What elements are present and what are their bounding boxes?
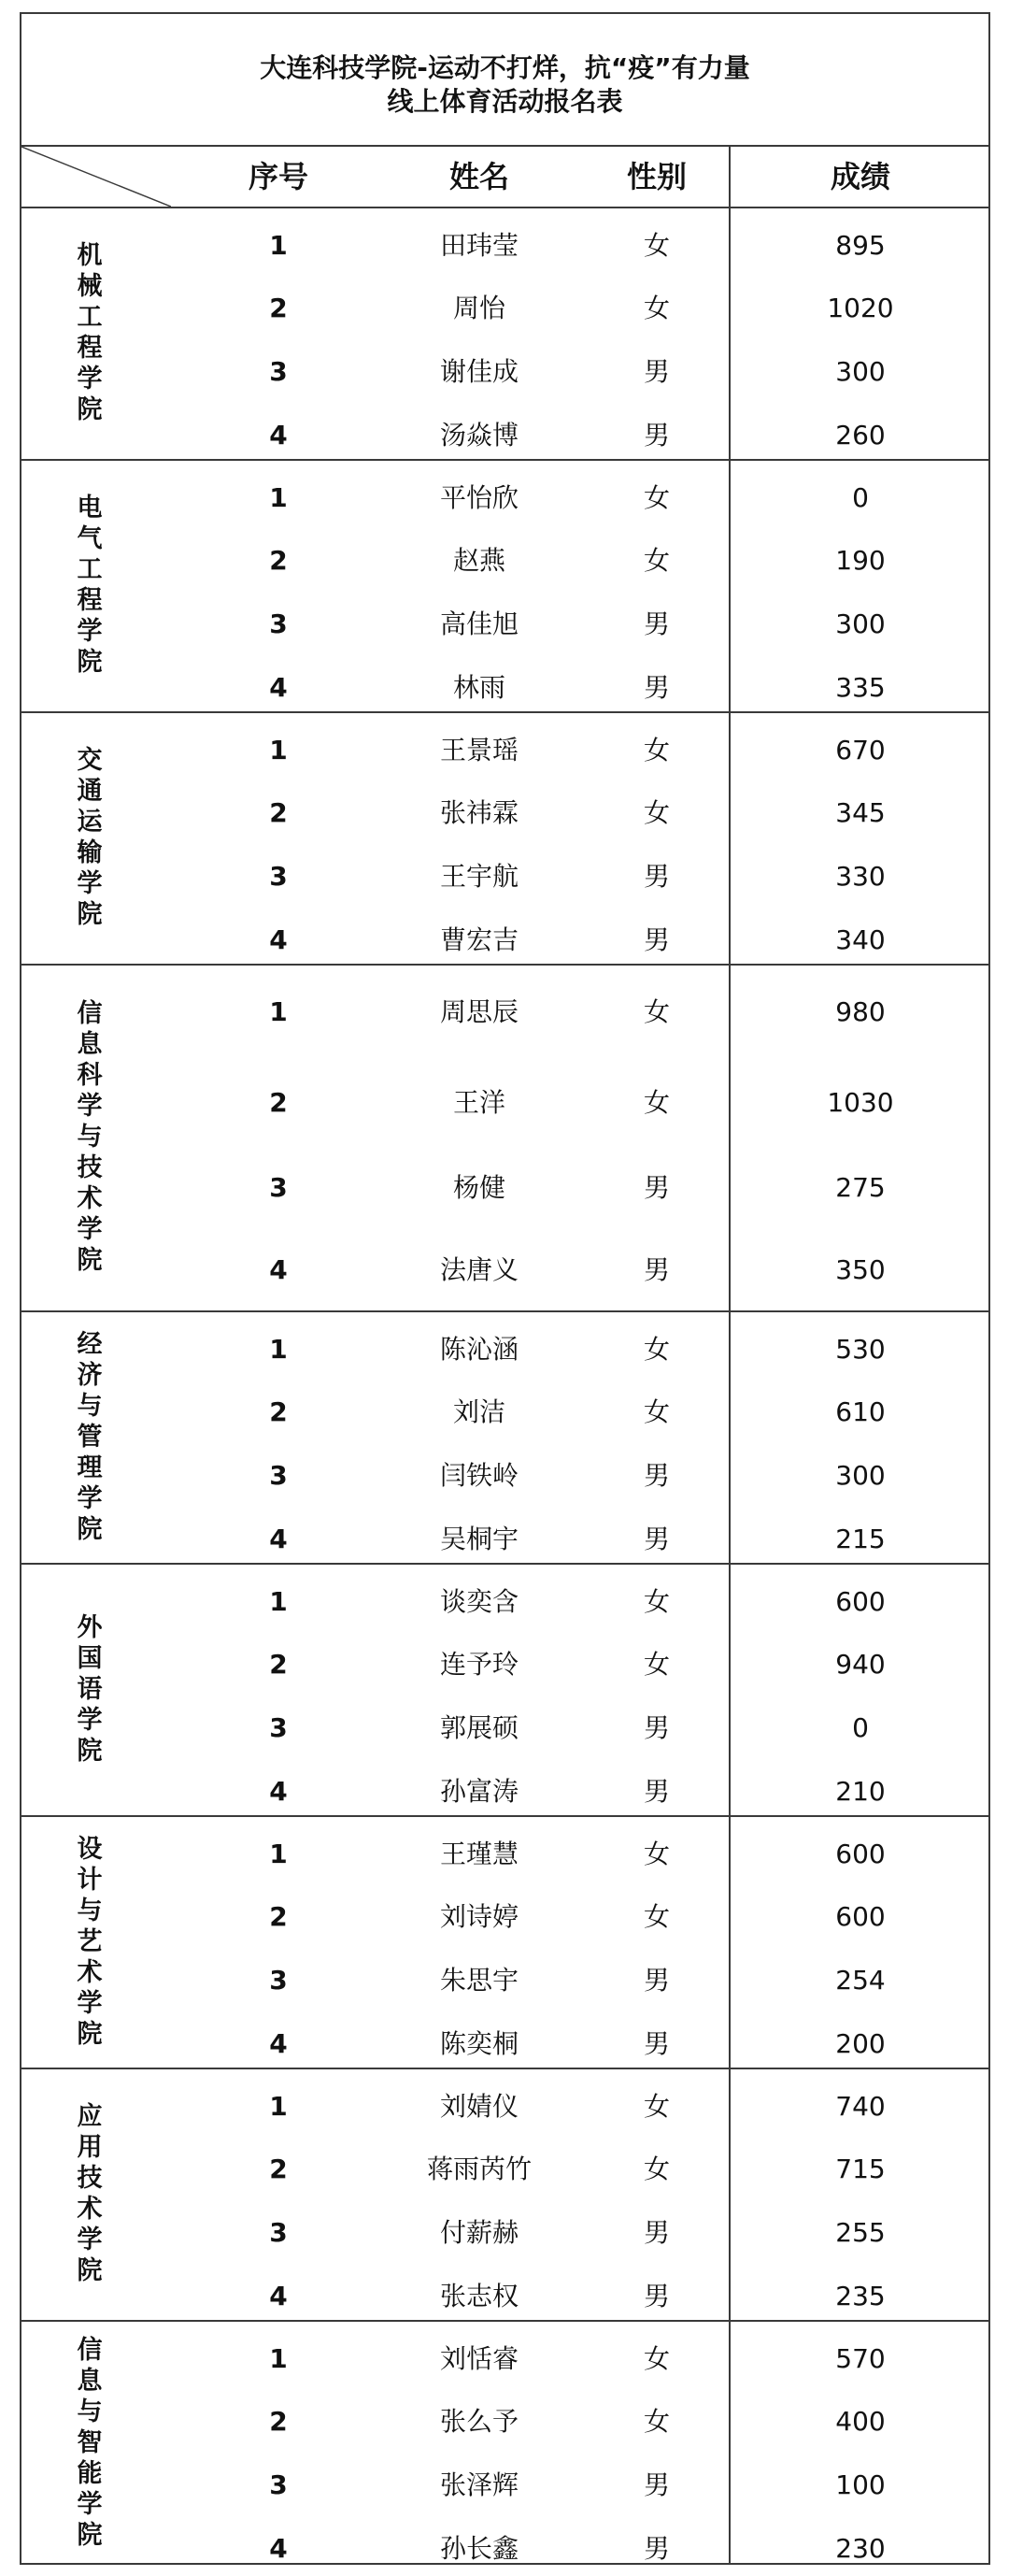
row-name: 陈奕桐 xyxy=(439,2028,519,2059)
row-seq: 1 xyxy=(269,1586,288,1617)
table-row xyxy=(21,856,988,897)
college-section xyxy=(21,208,988,461)
row-name: 曹宏吉 xyxy=(439,924,519,955)
table-row xyxy=(21,920,988,961)
row-score: 610 xyxy=(835,1396,886,1427)
table-row xyxy=(21,478,988,519)
row-score: 345 xyxy=(835,797,886,828)
row-name: 王宇航 xyxy=(439,861,519,892)
row-gender: 男 xyxy=(643,2533,670,2564)
college-section xyxy=(21,1565,988,1817)
row-name: 刘婧仪 xyxy=(439,2091,519,2122)
row-score: 0 xyxy=(852,1712,869,1743)
row-gender: 女 xyxy=(643,1901,670,1932)
row-seq: 3 xyxy=(269,1172,288,1203)
row-name: 吴桐宇 xyxy=(439,1524,519,1554)
table-row xyxy=(21,540,988,581)
row-name: 谢佳成 xyxy=(439,356,519,387)
row-score: 0 xyxy=(852,482,869,513)
header-seq: 序号 xyxy=(248,159,308,194)
table-row xyxy=(21,1896,988,1938)
row-score: 275 xyxy=(835,1172,886,1203)
row-seq: 2 xyxy=(269,797,288,828)
row-score: 255 xyxy=(835,2217,886,2248)
row-name: 刘洁 xyxy=(452,1396,505,1427)
table-row xyxy=(21,2149,988,2190)
table-row xyxy=(21,730,988,771)
row-gender: 男 xyxy=(643,2217,670,2248)
college-name: 交通运输学院 xyxy=(72,746,102,931)
row-score: 230 xyxy=(835,2533,886,2564)
row-score: 340 xyxy=(835,924,886,955)
table-row xyxy=(21,1082,988,1123)
table-row xyxy=(21,2465,988,2506)
row-name: 田玮莹 xyxy=(439,230,519,261)
row-gender: 男 xyxy=(643,1460,670,1491)
row-seq: 1 xyxy=(269,1839,288,1869)
row-gender: 女 xyxy=(643,293,670,323)
row-seq: 4 xyxy=(269,672,288,703)
table-row xyxy=(21,2528,988,2569)
row-gender: 男 xyxy=(643,1965,670,1996)
row-seq: 3 xyxy=(269,608,288,639)
table-row xyxy=(21,667,988,708)
row-score: 715 xyxy=(835,2154,886,2184)
row-seq: 4 xyxy=(269,1524,288,1554)
table-row xyxy=(21,1250,988,1291)
row-seq: 3 xyxy=(269,1460,288,1491)
row-name: 张志权 xyxy=(439,2281,519,2311)
table-row xyxy=(21,604,988,645)
header-gender: 性别 xyxy=(626,159,687,194)
row-name: 孙长鑫 xyxy=(439,2533,519,2564)
row-score: 200 xyxy=(835,2028,886,2059)
row-name: 蒋雨芮竹 xyxy=(426,2154,532,2184)
row-name: 周思辰 xyxy=(439,996,519,1027)
row-name: 陈沁涵 xyxy=(439,1334,519,1365)
college-section xyxy=(21,2322,988,2565)
row-score: 190 xyxy=(835,545,886,576)
row-gender: 男 xyxy=(643,1172,670,1203)
row-gender: 女 xyxy=(643,1839,670,1869)
row-score: 235 xyxy=(835,2281,886,2311)
table-row xyxy=(21,1392,988,1433)
registration-table xyxy=(20,12,990,2565)
table-row xyxy=(21,1834,988,1875)
row-seq: 1 xyxy=(269,735,288,766)
row-name: 王景瑶 xyxy=(439,735,519,766)
table-row xyxy=(21,415,988,456)
table-row xyxy=(21,225,988,266)
row-gender: 男 xyxy=(643,2028,670,2059)
row-gender: 女 xyxy=(643,1087,670,1118)
row-gender: 男 xyxy=(643,356,670,387)
header-score: 成绩 xyxy=(830,159,890,194)
college-name: 外国语学院 xyxy=(72,1612,102,1767)
row-score: 740 xyxy=(835,2091,886,2122)
row-gender: 男 xyxy=(643,861,670,892)
row-gender: 女 xyxy=(643,230,670,261)
row-gender: 女 xyxy=(643,996,670,1027)
row-seq: 2 xyxy=(269,545,288,576)
table-row xyxy=(21,1519,988,1560)
table-row xyxy=(21,2024,988,2065)
row-seq: 4 xyxy=(269,420,288,451)
table-row xyxy=(21,288,988,329)
row-score: 895 xyxy=(835,230,886,261)
row-score: 1030 xyxy=(827,1087,894,1118)
row-score: 980 xyxy=(835,996,886,1027)
table-title xyxy=(21,14,988,147)
row-gender: 女 xyxy=(643,2091,670,2122)
row-name: 王洋 xyxy=(452,1087,505,1118)
table-row xyxy=(21,1167,988,1209)
row-gender: 女 xyxy=(643,2406,670,2437)
row-name: 张祎霖 xyxy=(439,797,519,828)
table-row xyxy=(21,2086,988,2127)
table-row xyxy=(21,1329,988,1370)
row-name: 周怡 xyxy=(452,293,505,323)
row-gender: 女 xyxy=(643,797,670,828)
college-name: 机械工程学院 xyxy=(72,241,102,426)
row-score: 300 xyxy=(835,1460,886,1491)
row-score: 350 xyxy=(835,1254,886,1285)
table-row xyxy=(21,2276,988,2317)
row-gender: 男 xyxy=(643,672,670,703)
table-row xyxy=(21,793,988,834)
row-name: 张泽辉 xyxy=(439,2469,519,2500)
title-line-2: 线上体育活动报名表 xyxy=(387,86,623,117)
row-name: 张么予 xyxy=(439,2406,519,2437)
row-name: 孙富涛 xyxy=(439,1776,519,1807)
college-name: 信息与智能学院 xyxy=(72,2335,102,2552)
row-gender: 男 xyxy=(643,1776,670,1807)
row-gender: 女 xyxy=(643,482,670,513)
college-section xyxy=(21,713,988,966)
row-seq: 1 xyxy=(269,230,288,261)
row-seq: 3 xyxy=(269,1712,288,1743)
row-gender: 女 xyxy=(643,2154,670,2184)
row-seq: 4 xyxy=(269,2533,288,2564)
title-line-1: 大连科技学院-运动不打烊，抗“疫”有力量 xyxy=(260,52,750,83)
row-seq: 2 xyxy=(269,1087,288,1118)
row-gender: 男 xyxy=(643,608,670,639)
row-score: 300 xyxy=(835,356,886,387)
college-section xyxy=(21,1312,988,1565)
table-row xyxy=(21,2401,988,2442)
table-row xyxy=(21,351,988,393)
row-gender: 男 xyxy=(643,2469,670,2500)
college-section xyxy=(21,966,988,1312)
college-section xyxy=(21,2069,988,2322)
table-row xyxy=(21,1644,988,1685)
row-score: 600 xyxy=(835,1586,886,1617)
row-gender: 女 xyxy=(643,2343,670,2374)
row-seq: 3 xyxy=(269,2469,288,2500)
table-row xyxy=(21,1771,988,1812)
row-seq: 4 xyxy=(269,924,288,955)
row-score: 400 xyxy=(835,2406,886,2437)
row-gender: 女 xyxy=(643,1649,670,1680)
row-seq: 1 xyxy=(269,482,288,513)
row-score: 940 xyxy=(835,1649,886,1680)
row-gender: 男 xyxy=(643,1254,670,1285)
row-name: 郭展硕 xyxy=(439,1712,519,1743)
row-gender: 男 xyxy=(643,924,670,955)
row-score: 210 xyxy=(835,1776,886,1807)
row-seq: 1 xyxy=(269,996,288,1027)
row-seq: 1 xyxy=(269,2091,288,2122)
row-score: 335 xyxy=(835,672,886,703)
row-seq: 3 xyxy=(269,356,288,387)
table-row xyxy=(21,1581,988,1623)
row-name: 杨健 xyxy=(452,1172,505,1203)
table-row xyxy=(21,2212,988,2254)
row-name: 汤焱博 xyxy=(439,420,519,451)
row-seq: 2 xyxy=(269,1649,288,1680)
row-name: 赵燕 xyxy=(452,545,505,576)
header-name: 姓名 xyxy=(448,159,509,194)
row-score: 600 xyxy=(835,1839,886,1869)
college-section xyxy=(21,1817,988,2069)
table-row xyxy=(21,1960,988,2001)
row-score: 100 xyxy=(835,2469,886,2500)
row-seq: 4 xyxy=(269,2028,288,2059)
row-name: 法唐义 xyxy=(439,1254,519,1285)
row-seq: 3 xyxy=(269,861,288,892)
row-name: 朱思宇 xyxy=(439,1965,519,1996)
row-seq: 1 xyxy=(269,1334,288,1365)
college-name: 信息科学与技术学院 xyxy=(72,999,102,1277)
row-seq: 2 xyxy=(269,1396,288,1427)
row-gender: 女 xyxy=(643,545,670,576)
row-name: 刘诗婷 xyxy=(439,1901,519,1932)
row-score: 300 xyxy=(835,608,886,639)
row-score: 1020 xyxy=(827,293,894,323)
row-seq: 1 xyxy=(269,2343,288,2374)
college-name: 经济与管理学院 xyxy=(72,1329,102,1546)
college-name: 应用技术学院 xyxy=(72,2102,102,2287)
row-name: 付薪赫 xyxy=(439,2217,519,2248)
table-row xyxy=(21,992,988,1033)
header-row xyxy=(21,147,988,208)
row-name: 高佳旭 xyxy=(439,608,519,639)
row-gender: 女 xyxy=(643,735,670,766)
row-seq: 4 xyxy=(269,1254,288,1285)
row-seq: 2 xyxy=(269,2154,288,2184)
row-gender: 男 xyxy=(643,2281,670,2311)
table-row xyxy=(21,1708,988,1749)
row-seq: 3 xyxy=(269,2217,288,2248)
row-gender: 男 xyxy=(643,420,670,451)
row-seq: 2 xyxy=(269,2406,288,2437)
row-name: 连予玲 xyxy=(439,1649,519,1680)
row-gender: 女 xyxy=(643,1396,670,1427)
row-name: 王瑾慧 xyxy=(439,1839,519,1869)
row-score: 530 xyxy=(835,1334,886,1365)
row-gender: 女 xyxy=(643,1334,670,1365)
row-score: 215 xyxy=(835,1524,886,1554)
row-gender: 男 xyxy=(643,1524,670,1554)
row-score: 260 xyxy=(835,420,886,451)
college-name: 电气工程学院 xyxy=(72,494,102,679)
row-name: 谈奕含 xyxy=(439,1586,519,1617)
row-gender: 女 xyxy=(643,1586,670,1617)
row-score: 330 xyxy=(835,861,886,892)
row-gender: 男 xyxy=(643,1712,670,1743)
row-score: 600 xyxy=(835,1901,886,1932)
row-name: 闫铁岭 xyxy=(439,1460,519,1491)
table-row xyxy=(21,2339,988,2380)
row-name: 刘恬睿 xyxy=(439,2343,519,2374)
row-seq: 2 xyxy=(269,1901,288,1932)
college-section xyxy=(21,461,988,713)
row-seq: 3 xyxy=(269,1965,288,1996)
row-name: 平怡欣 xyxy=(439,482,519,513)
diagonal-header-cell xyxy=(21,147,171,207)
college-name: 设计与艺术学院 xyxy=(72,1834,102,2051)
table-row xyxy=(21,1455,988,1496)
row-seq: 4 xyxy=(269,2281,288,2311)
row-seq: 4 xyxy=(269,1776,288,1807)
row-name: 林雨 xyxy=(452,672,505,703)
row-score: 254 xyxy=(835,1965,886,1996)
row-seq: 2 xyxy=(269,293,288,323)
row-score: 570 xyxy=(835,2343,886,2374)
row-score: 670 xyxy=(835,735,886,766)
